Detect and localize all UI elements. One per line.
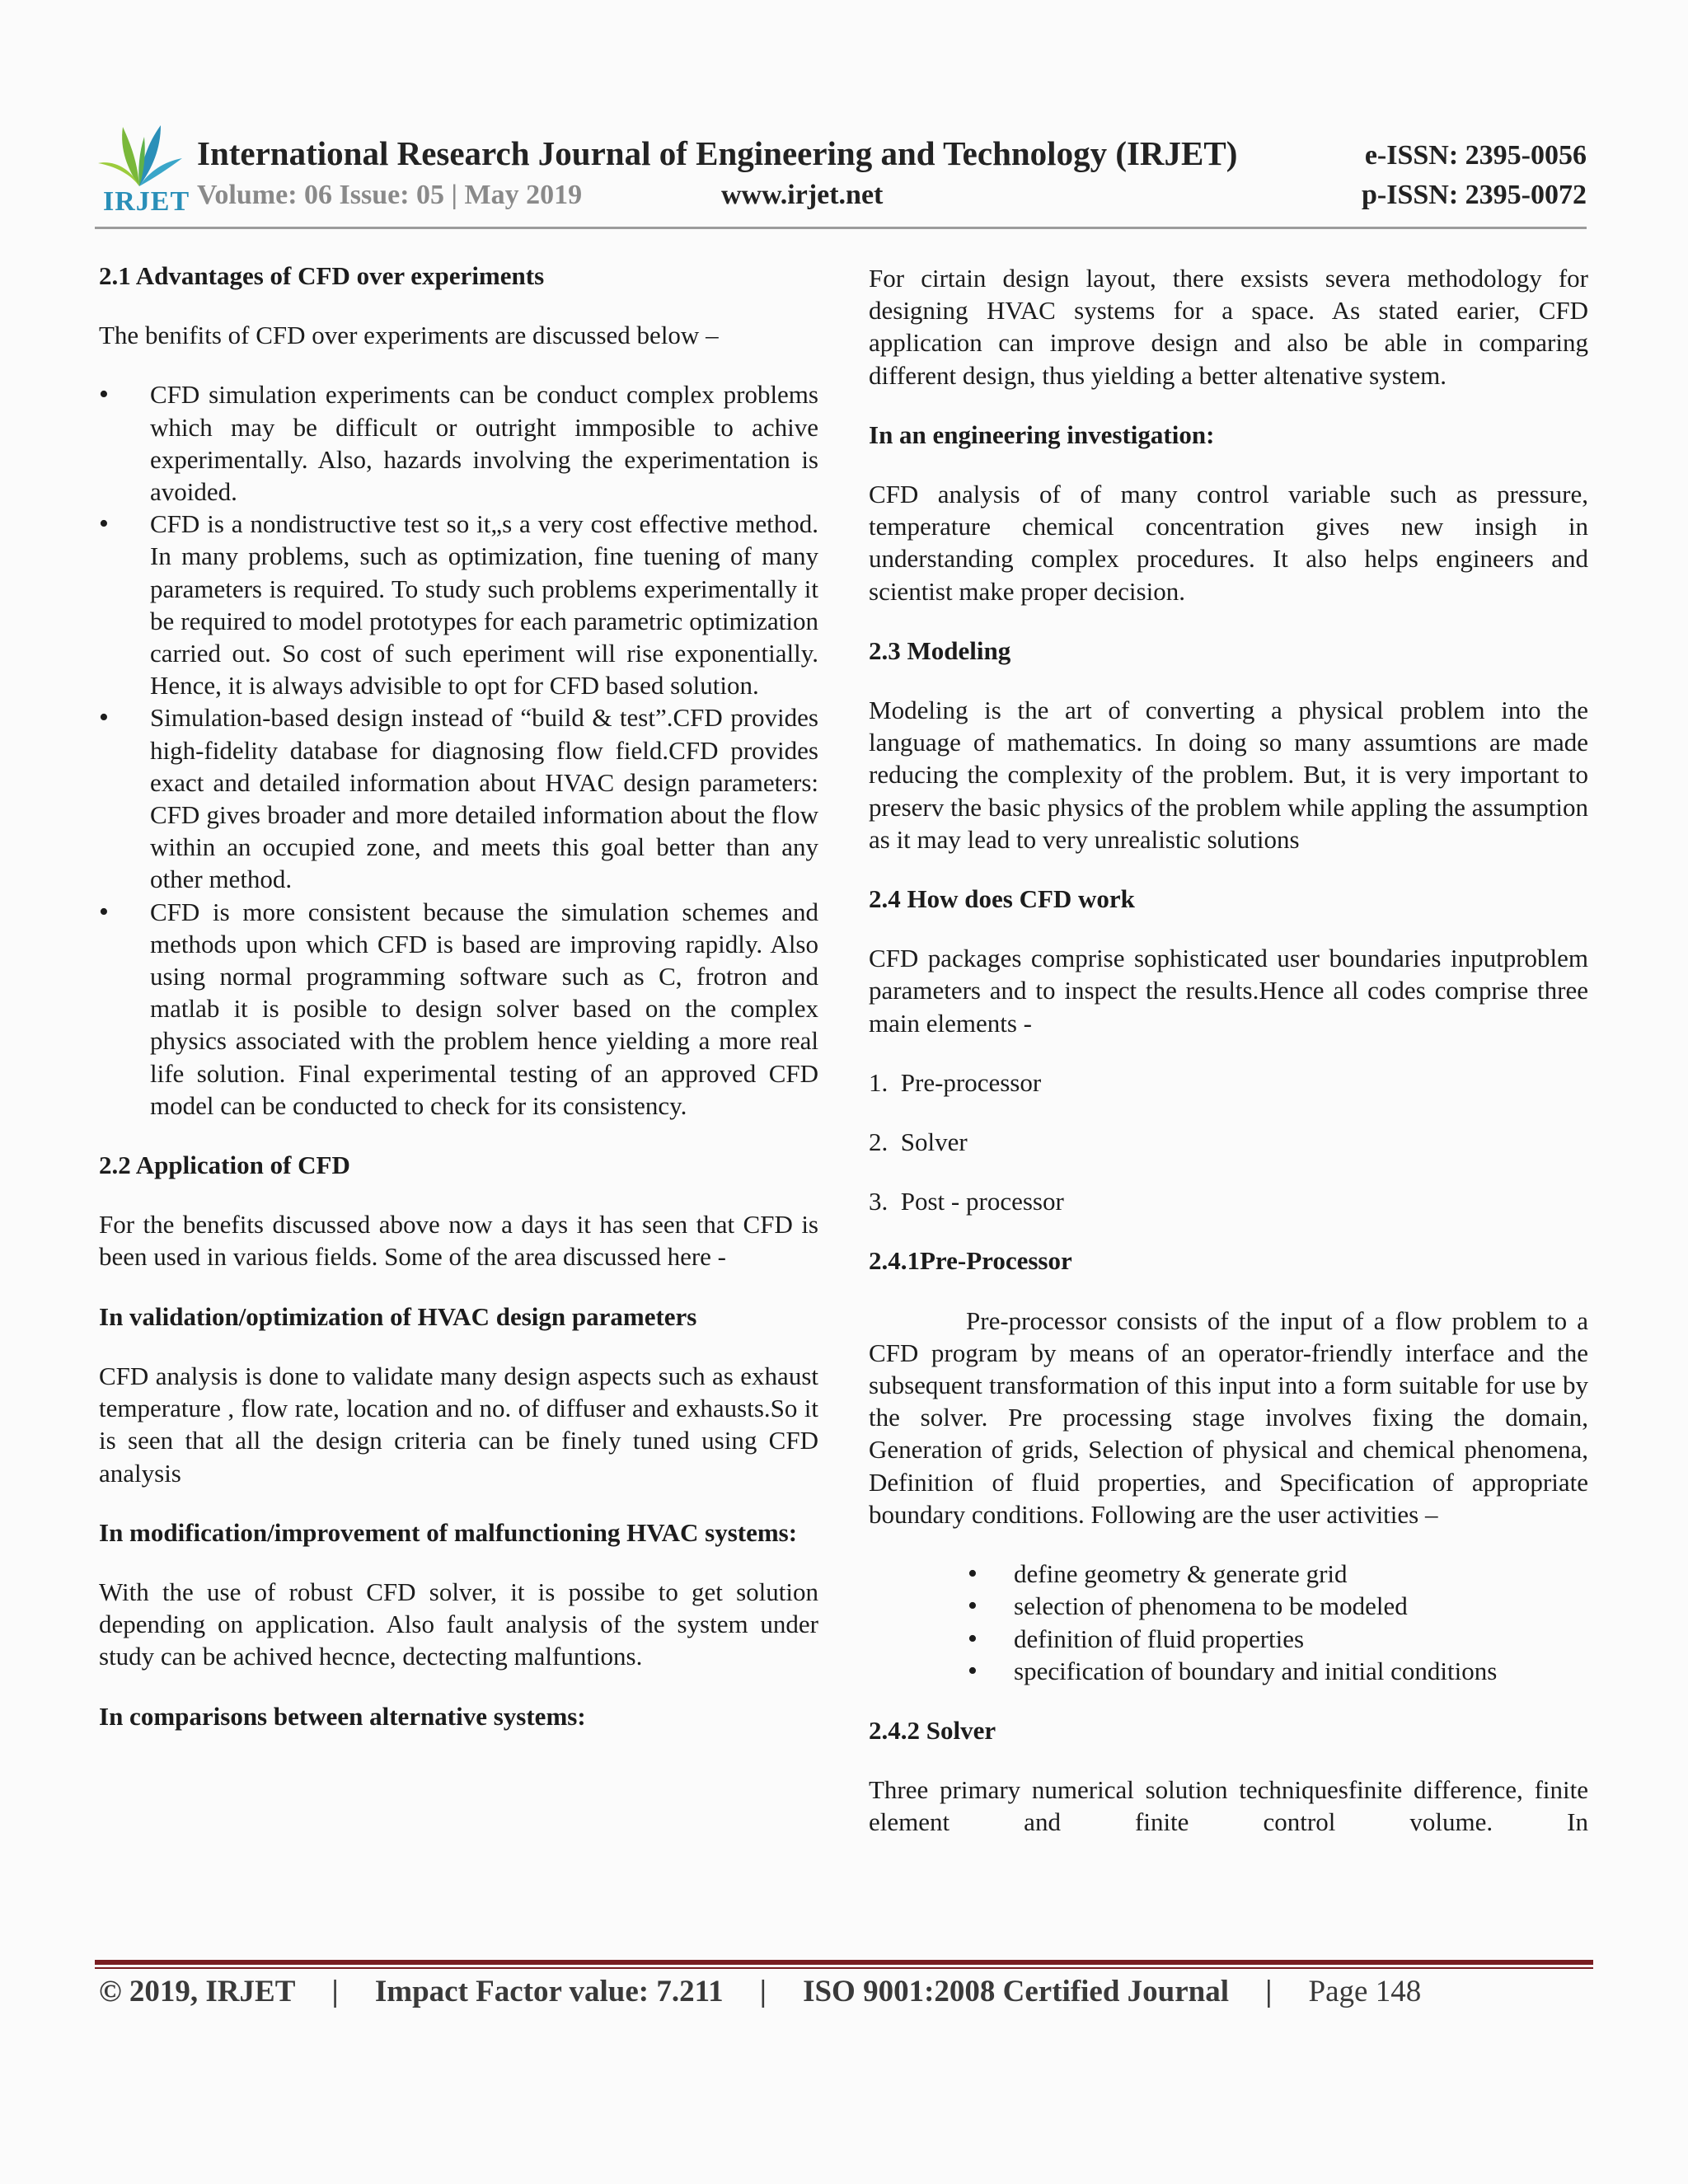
volume-issue: Volume: 06 Issue: 05 | May 2019 bbox=[197, 180, 583, 210]
paragraph: CFD analysis is done to validate many design aspects such as exhaust temperature , flow rate, location and no. of diffuser and exhausts.So it is seen that all the design criteria can be finely tuned using CFD analysis bbox=[99, 1361, 818, 1488]
separator: | bbox=[759, 1975, 767, 2008]
right-column bbox=[869, 262, 1588, 1839]
page-number: Page 148 bbox=[1308, 1975, 1422, 2008]
page-header bbox=[95, 115, 1587, 231]
page-footer bbox=[99, 1974, 1421, 2009]
list-item: • specification of boundary and initial conditions bbox=[968, 1655, 1588, 1687]
list-item: • CFD is a nondistructive test so it„s a very cost effective method. In many problems, such as optimization, fine tuening of many parameters is required. To study such problems experimentally it be required to model prototypes for each parametric optimization carried out. So cost of such eperiment will rise exponentially. Hence, it is always advisible to opt for CFD based solution. bbox=[99, 508, 818, 701]
separator: | bbox=[331, 1975, 339, 2008]
paragraph-intro: The benifits of CFD over experiments are discussed below – bbox=[99, 321, 719, 350]
paragraph: CFD analysis of of many control variable such as pressure, temperature chemical concentration gives new insigh in understanding complex procedures. It also helps engineers and scientist make proper decision. bbox=[869, 480, 1588, 606]
journal-website-link[interactable]: www.irjet.net bbox=[721, 180, 884, 210]
subheading-comparisons: In comparisons between alternative systems: bbox=[99, 1701, 586, 1731]
paragraph: With the use of robust CFD solver, it is possibe to get solution depending on application. Also fault analysis of the system under study can be achived hecnce, dectecting malfuntions. bbox=[99, 1577, 818, 1671]
eissn: e-ISSN: 2395-0056 bbox=[1364, 140, 1587, 171]
section-heading-2-2: 2.2 Application of CFD bbox=[99, 1151, 350, 1180]
section-heading-2-4-2: 2.4.2 Solver bbox=[869, 1715, 996, 1745]
list-item: 2. Solver bbox=[869, 1127, 968, 1157]
subheading-validation: In validation/optimization of HVAC design parameters bbox=[99, 1301, 697, 1331]
copyright: © 2019, IRJET bbox=[99, 1975, 296, 2008]
pissn: p-ISSN: 2395-0072 bbox=[1362, 180, 1587, 210]
footer-divider bbox=[95, 1960, 1593, 1965]
section-heading-2-4: 2.4 How does CFD work bbox=[869, 884, 1135, 914]
list-item: • definition of fluid properties bbox=[968, 1623, 1588, 1655]
header-divider bbox=[95, 227, 1587, 229]
advantages-list bbox=[99, 378, 818, 1122]
paragraph: Modeling is the art of converting a physical problem into the language of mathematics. In doing so many assumtions are made reducing the complexity of the problem. But, it is very important to preserv the basic physics of the problem while appling the assumption as it may lead to very unrealistic solutions bbox=[869, 696, 1588, 854]
list-item: • CFD simulation experiments can be conduct complex problems which may be difficult or outright immposible to achive experimentally. Also, hazards involving the experimentation is avoided. bbox=[99, 378, 818, 508]
subheading-modification: In modification/improvement of malfunctioning HVAC systems: bbox=[99, 1517, 798, 1547]
section-heading-2-4-1: 2.4.1Pre-Processor bbox=[869, 1246, 1072, 1276]
paragraph: Pre-processor consists of the input of a flow problem to a CFD program by means of an operator-friendly interface and the subsequent transformation of this input into a form suitable for use by the solver. Pre processing stage involves fixing the domain, Generation of grids, Selection of physical and chemical phenomena, Definition of fluid properties, and Specification of appropriate boundary conditions. Following are the user activities – bbox=[869, 1305, 1588, 1529]
left-column bbox=[99, 260, 818, 1732]
list-item: • define geometry & generate grid bbox=[968, 1558, 1588, 1590]
impact-factor: Impact Factor value: 7.211 bbox=[374, 1975, 724, 2008]
iso-certification: ISO 9001:2008 Certified Journal bbox=[803, 1975, 1230, 2008]
paragraph: CFD packages comprise sophisticated user boundaries inputproblem parameters and to inspect the results.Hence all codes comprise three main elements - bbox=[869, 944, 1588, 1038]
user-activities-list bbox=[869, 1558, 1588, 1687]
paragraph: For cirtain design layout, there exsists severa methodology for designing HVAC systems for a space. As stated earier, CFD application can improve design and also be able in comparing different design, thus yielding a better altenative system. bbox=[869, 264, 1588, 390]
journal-title: International Research Journal of Engineering and Technology (IRJET) bbox=[197, 134, 1238, 172]
section-heading-2-1: 2.1 Advantages of CFD over experiments bbox=[99, 261, 545, 290]
logo-text: IRJET bbox=[103, 186, 190, 217]
paragraph: Three primary numerical solution techniquesfinite difference, finite element and finite control volume. In bbox=[869, 1775, 1588, 1837]
footer-divider-thin bbox=[95, 1967, 1593, 1969]
list-item: 1. Pre-processor bbox=[869, 1067, 1042, 1097]
irjet-logo-icon bbox=[95, 120, 190, 218]
list-item: • CFD is more consistent because the simulation schemes and methods upon which CFD is based are improving rapidly. Also using normal programming software such as C, frotron and matlab it is posible to design solver based on the complex physics associated with the problem hence yielding a more real life solution. Final experimental testing of an approved CFD model can be conducted to check for its consistency. bbox=[99, 896, 818, 1122]
list-item: • Simulation-based design instead of “build & test”.CFD provides high-fidelity database for diagnosing flow field.CFD provides exact and detailed information about HVAC design parameters: CFD gives broader and more detailed information about the flow within an occupied zone, and meets this goal better than any other method. bbox=[99, 701, 818, 895]
subheading-engineering: In an engineering investigation: bbox=[869, 419, 1215, 449]
section-heading-2-3: 2.3 Modeling bbox=[869, 635, 1011, 665]
separator: | bbox=[1265, 1975, 1273, 2008]
list-item: • selection of phenomena to be modeled bbox=[968, 1590, 1588, 1622]
list-item: 3. Post - processor bbox=[869, 1187, 1064, 1216]
paragraph: For the benefits discussed above now a days it has seen that CFD is been used in various fields. Some of the area discussed here - bbox=[99, 1210, 818, 1272]
